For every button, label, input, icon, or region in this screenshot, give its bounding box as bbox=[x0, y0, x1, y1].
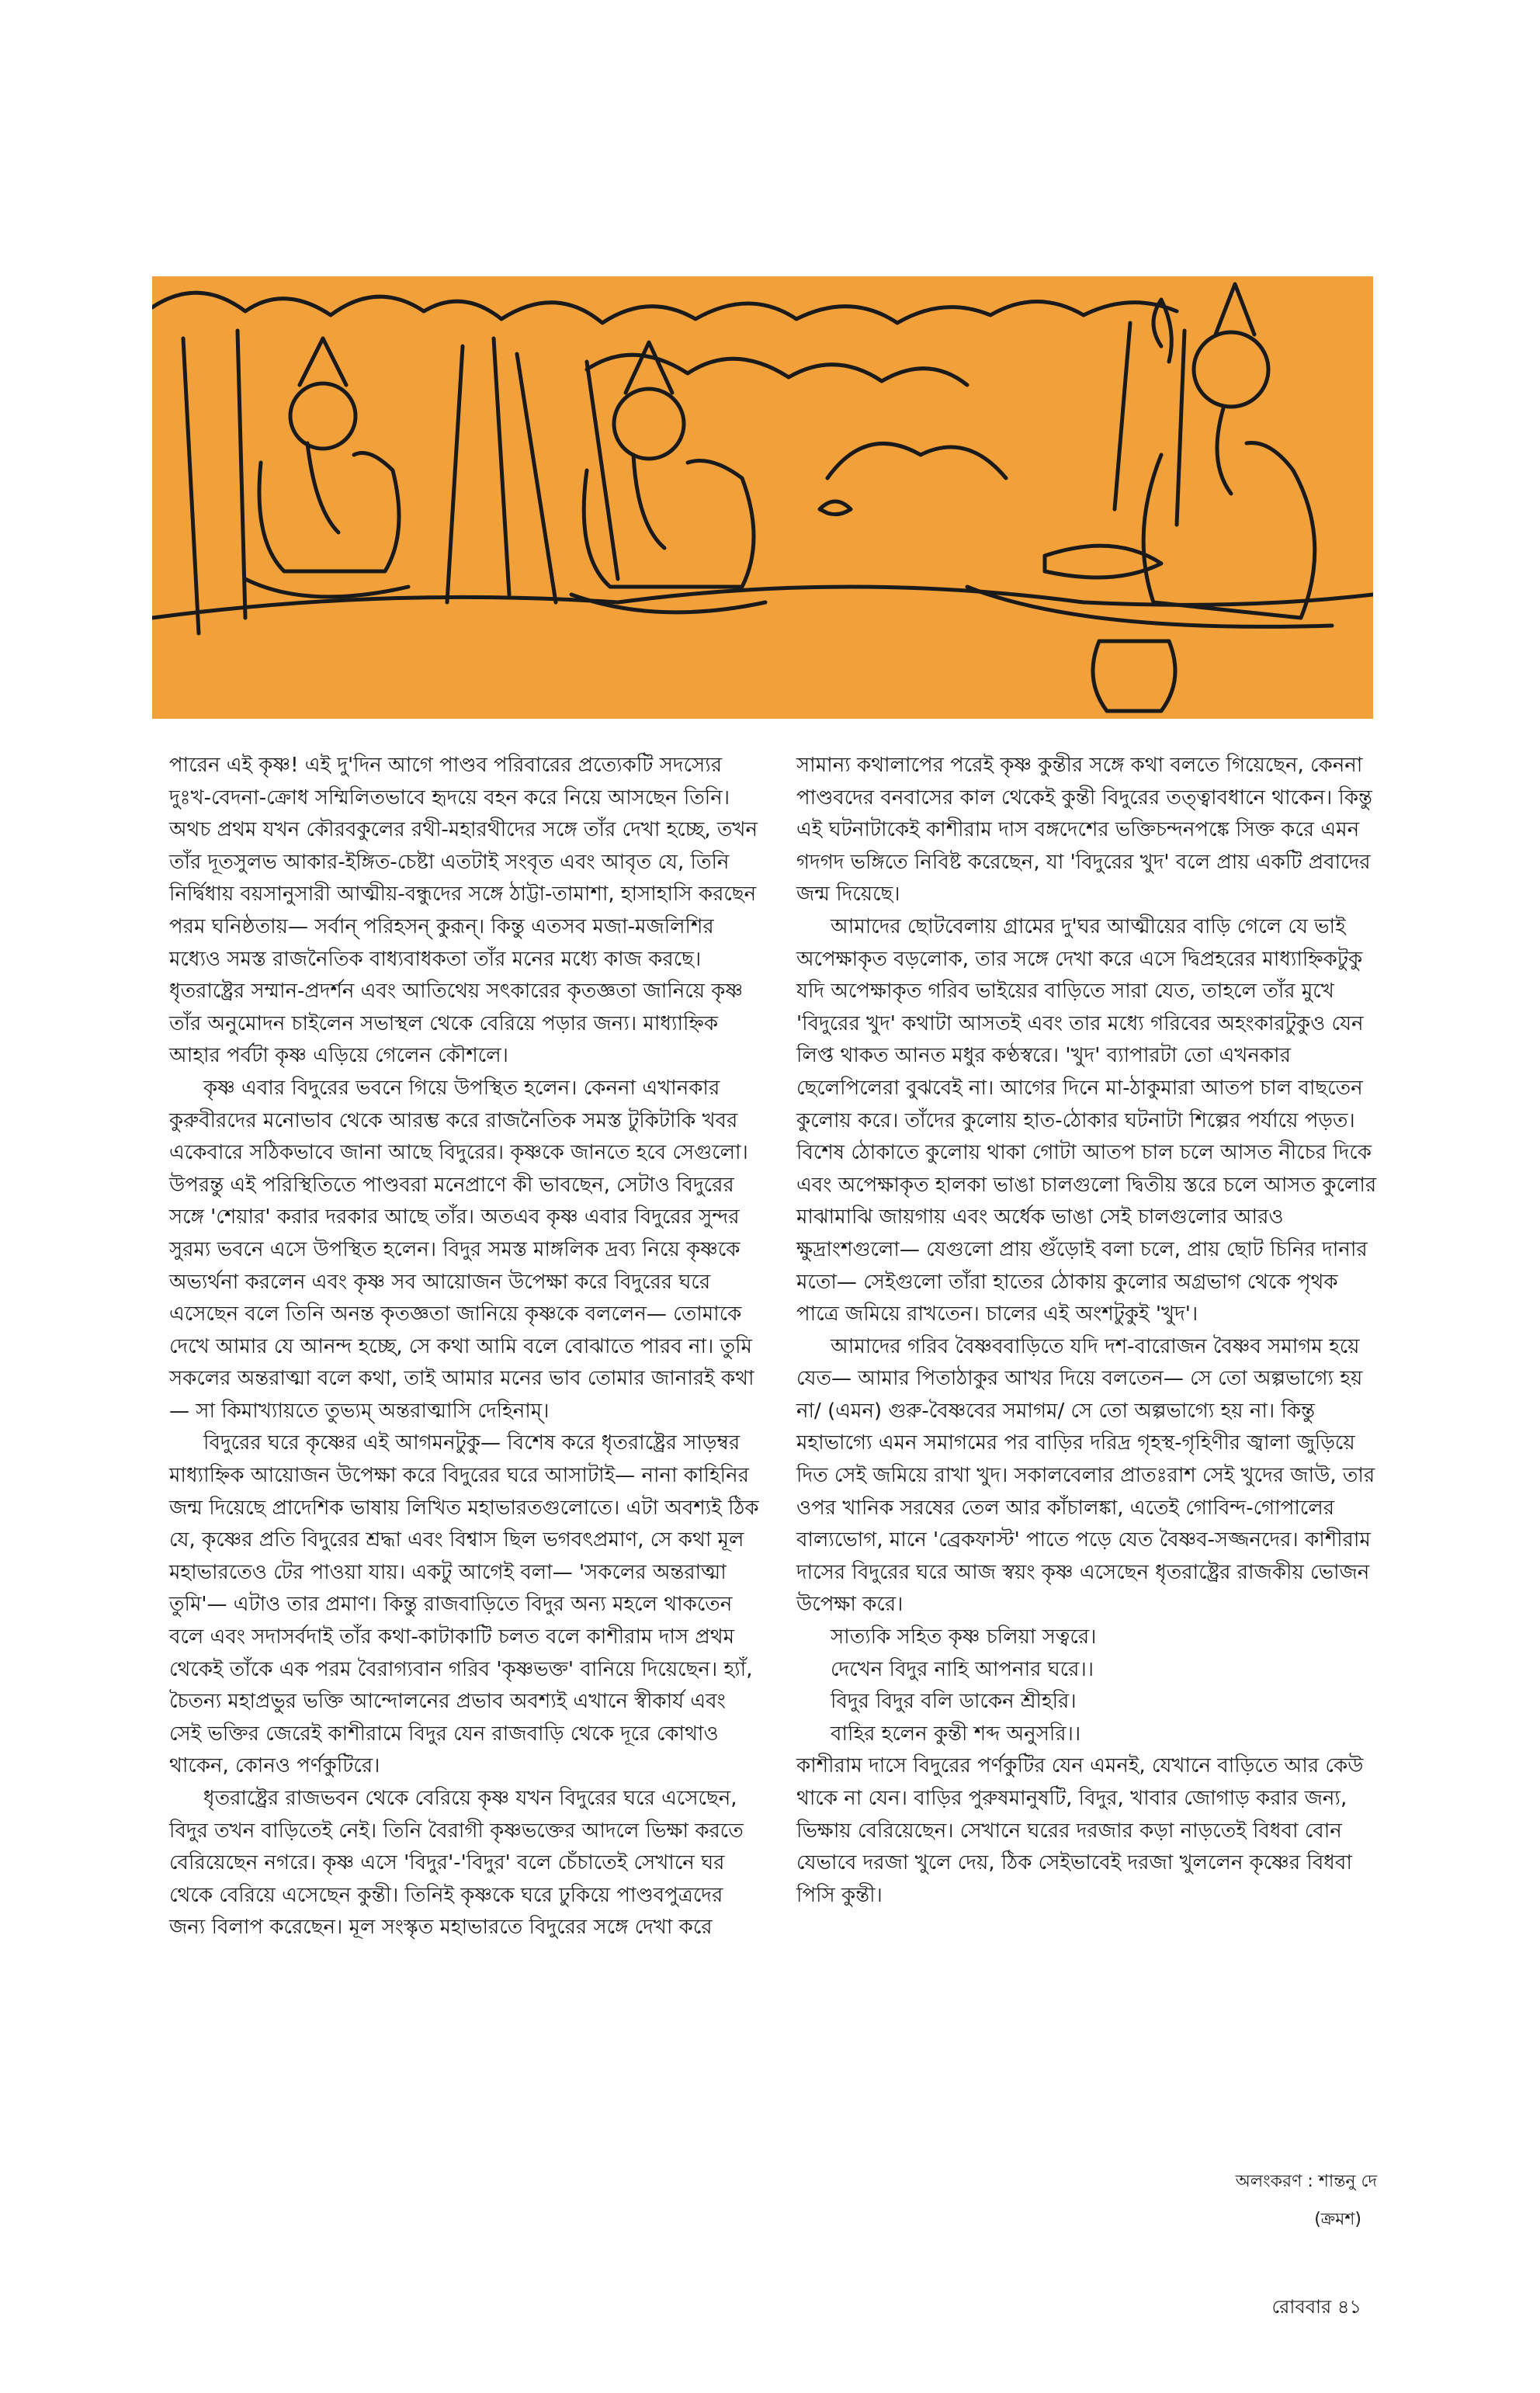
verse-line: বাহির হলেন কুন্তী শব্দ অনুসরি।। bbox=[831, 1722, 1081, 1746]
page-footer: রোববার ৪১ bbox=[1271, 2296, 1361, 2318]
illustration-credit: অলংকরণ : শান্তনু দে bbox=[1235, 2172, 1377, 2191]
verse-line: সাত্যকি সহিত কৃষ্ণ চলিয়া সত্বরে। bbox=[831, 1625, 1097, 1649]
paragraph: সামান্য কথালাপের পরেই কৃষ্ণ কুন্তীর সঙ্গে কথা বলতে গিয়েছেন, কেননা পাণ্ডবদের বনবাসের কাল থেকেই কুন্তী বিদুরের তত্ত্বাবধানে থাকেন। কিন্তু এই ঘটনাটাকেই কাশীরাম দাস বঙ্গদেশের ভক্তিচন্দনপঙ্কে সিক্ত করে এমন গদগদ ভঙ্গিতে নিবিষ্ট করেছেন, যা 'বিদুরের খুদ' বলে প্রায় একটি প্রবাদের জন্ম দিয়েছে। bbox=[796, 754, 1372, 907]
paragraph: পারেন এই কৃষ্ণ! এই দু'দিন আগে পাণ্ডব পরিবারের প্রত্যেকটি সদস্যের দুঃখ-বেদনা-ক্রোধ সম্মিলিতভাবে হৃদয়ে বহন করে নিয়ে আসছেন তিনি। অথচ প্রথম যখন কৌরবকুলের রথী-মহারথীদের সঙ্গে তাঁর দেখা হচ্ছে, তখন তাঁর দূতসুলভ আকার-ইঙ্গিত-চেষ্টা এতটাই সংবৃত এবং আবৃত যে, তিনি নির্দ্বিধায় বয়সানুসারী আত্মীয়-বন্ধুদের সঙ্গে ঠাট্টা-তামাশা, হাসাহাসি করছেন পরম ঘনিষ্ঠতায়— সর্বান্‌ পরিহসন্‌ কুরূন্‌। কিন্তু এতসব মজা-মজলিশির মধ্যেও সমস্ত রাজনৈতিক বাধ্যবাধকতা তাঁর মনের মধ্যে কাজ করছে। ধৃতরাষ্ট্রের সম্মান-প্রদর্শন এবং আতিথেয় সৎকারের কৃতজ্ঞতা জানিয়ে কৃষ্ণ তাঁর অনুমোদন চাইলেন সভাস্থল থেকে বেরিয়ে পড়ার জন্য। মাধ্যাহ্নিক আহার পর্বটা কৃষ্ণ এড়িয়ে গেলেন কৌশলে। bbox=[169, 754, 758, 1068]
paragraph: কাশীরাম দাসে বিদুরের পর্ণকুটির যেন এমনই, যেখানে বাড়িতে আর কেউ থাকে না যেন। বাড়ির পুরুষমানুষটি, বিদুর, খাবার জোগাড় করার জন্য, ভিক্ষায় বেরিয়েছেন। সেখানে ঘরের দরজার কড়া নাড়তেই বিধবা বোন যেভাবে দরজা খুলে দেয়, ঠিক সেইভাবেই দরজা খুললেন কৃষ্ণের বিধবা পিসি কুন্তী। bbox=[796, 1754, 1364, 1907]
paragraph: কৃষ্ণ এবার বিদুরের ভবনে গিয়ে উপস্থিত হলেন। কেননা এখানকার কুরুবীরদের মনোভাব থেকে আরম্ভ করে রাজনৈতিক সমস্ত টুকিটাকি খবর একেবারে সঠিকভাবে জানা আছে বিদুরের। কৃষ্ণকে জানতে হবে সেগুলো। উপরন্তু এই পরিস্থিতিতে পাণ্ডবরা মনেপ্রাণে কী ভাবছেন, সেটাও বিদুরের সঙ্গে 'শেয়ার' করার দরকার আছে তাঁর। অতএব কৃষ্ণ এবার বিদুরের সুন্দর সুরম্য ভবনে এসে উপস্থিত হলেন। বিদুর সমস্ত মাঙ্গলিক দ্রব্য নিয়ে কৃষ্ণকে অভ্যর্থনা করলেন এবং কৃষ্ণ সব আয়োজন উপেক্ষা করে বিদুরের ঘরে এসেছেন বলে তিনি অনন্ত কৃতজ্ঞতা জানিয়ে কৃষ্ণকে বললেন— তোমাকে দেখে আমার যে আনন্দ হচ্ছে, সে কথা আমি বলে বোঝাতে পারব না। তুমি সকলের অন্তরাত্মা বলে কথা, তাই আমার মনের ভাব তোমার জানারই কথা— সা কিমাখ্যায়তে তুভ্যম্‌ অন্তরাত্মাসি দেহিনাম্‌। bbox=[169, 1076, 754, 1423]
verse-block bbox=[796, 1621, 1386, 1750]
verse-line: বিদুর বিদুর বলি ডাকেন শ্রীহরি। bbox=[831, 1690, 1077, 1714]
paragraph: ধৃতরাষ্ট্রের রাজভবন থেকে বেরিয়ে কৃষ্ণ যখন বিদুরের ঘরে এসেছেন, বিদুর তখন বাড়িতেই নেই। তিনি বৈরাগী কৃষ্ণভক্তের আদলে ভিক্ষা করতে বেরিয়েছেন নগরে। কৃষ্ণ এসে 'বিদুর'-'বিদুর' বলে চেঁচাতেই সেখানে ঘর থেকে বেরিয়ে এসেছেন কুন্তী। তিনিই কৃষ্ণকে ঘরে ঢুকিয়ে পাণ্ডবপুত্রদের জন্য বিলাপ করেছেন। মূল সংস্কৃত মহাভারতে বিদুরের সঙ্গে দেখা করে bbox=[169, 1787, 744, 1940]
illustration-art bbox=[152, 276, 1373, 719]
continued-note: (ক্রমশ) bbox=[1314, 2210, 1361, 2229]
paragraph: বিদুরের ঘরে কৃষ্ণের এই আগমনটুকু— বিশেষ করে ধৃতরাষ্ট্রের সাড়ম্বর মাধ্যাহ্নিক আয়োজন উপেক্ষা করে বিদুরের ঘরে আসাটাই— নানা কাহিনির জন্ম দিয়েছে প্রাদেশিক ভাষায় লিখিত মহাভারতগুলোতে। এটা অবশ্যই ঠিক যে, কৃষ্ণের প্রতি বিদুরের শ্রদ্ধা এবং বিশ্বাস ছিল ভগবৎপ্রমাণ, সে কথা মূল মহাভারতেও টের পাওয়া যায়। একটু আগেই বলা— 'সকলের অন্তরাত্মা তুমি'— এটাও তার প্রমাণ। কিন্তু রাজবাড়িতে বিদুর অন্য মহলে থাকতেন বলে এবং সদাসর্বদাই তাঁর কথা-কাটাকাটি চলত বলে কাশীরাম দাস প্রথম থেকেই তাঁকে এক পরম বৈরাগ্যবান গরিব 'কৃষ্ণভক্ত' বানিয়ে দিয়েছেন। হ্যাঁ, চৈতন্য মহাপ্রভুর ভক্তি আন্দোলনের প্রভাব অবশ্যই এখানে স্বীকার্য এবং সেই ভক্তির জেরেই কাশীরামে বিদুর যেন রাজবাড়ি থেকে দূরে কোথাও থাকেন, কোনও পর্ণকুটিরে। bbox=[169, 1431, 759, 1778]
verse-line: দেখেন বিদুর নাহি আপনার ঘরে।। bbox=[831, 1657, 1094, 1681]
article-column-left bbox=[169, 750, 759, 1944]
article-illustration bbox=[152, 276, 1373, 719]
article-column-right bbox=[796, 750, 1386, 1912]
paragraph: আমাদের গরিব বৈষ্ণববাড়িতে যদি দশ-বারোজন বৈষ্ণব সমাগম হয়ে যেত— আমার পিতাঠাকুর আখর দিয়ে বলতেন— সে তো অল্পভাগ্যে হয় না/ (এমন) গুরু-বৈষ্ণবের সমাগম/ সে তো অল্পভাগ্যে হয় না। কিন্তু মহাভাগ্যে এমন সমাগমের পর বাড়ির দরিদ্র গৃহস্থ-গৃহিণীর জ্বালা জুড়িয়ে দিত সেই জমিয়ে রাখা খুদ। সকালবেলার প্রাতঃরাশ সেই খুদের জাউ, তার ওপর খানিক সরষের তেল আর কাঁচালঙ্কা, এতেই গোবিন্দ-গোপালের বাল্যভোগ, মানে 'ব্রেকফাস্ট' পাতে পড়ে যেত বৈষ্ণব-সজ্জনদের। কাশীরাম দাসের বিদুরের ঘরে আজ স্বয়ং কৃষ্ণ এসেছেন ধৃতরাষ্ট্রের রাজকীয় ভোজন উপেক্ষা করে। bbox=[796, 1334, 1375, 1617]
paragraph: আমাদের ছোটবেলায় গ্রামের দু'ঘর আত্মীয়ের বাড়ি গেলে যে ভাই অপেক্ষাকৃত বড়লোক, তার সঙ্গে দেখা করে এসে দ্বিপ্রহরের মাধ্যাহ্নিকটুকু যদি অপেক্ষাকৃত গরিব ভাইয়ের বাড়িতে সারা যেত, তাহলে তাঁর মুখে 'বিদুরের খুদ' কথাটা আসতই এবং তার মধ্যে গরিবের অহংকারটুকুও যেন লিপ্ত থাকত আনত মধুর কণ্ঠস্বরে। 'খুদ' ব্যাপারটা তো এখনকার ছেলেপিলেরা বুঝবেই না। আগের দিনে মা-ঠাকুমারা আতপ চাল বাছতেন কুলোয় করে। তাঁদের কুলোয় হাত-ঠোকার ঘটনাটা শিল্পের পর্যায়ে পড়ত। বিশেষ ঠোকাতে কুলোয় থাকা গোটা আতপ চাল চলে আসত নীচের দিকে এবং অপেক্ষাকৃত হালকা ভাঙা চালগুলো দ্বিতীয় স্তরে চলে আসত কুলোর মাঝামাঝি জায়গায় এবং অর্ধেক ভাঙা সেই চালগুলোর আরও ক্ষুদ্রাংশগুলো— যেগুলো প্রায় গুঁড়োই বলা চলে, প্রায় ছোট চিনির দানার মতো— সেইগুলো তাঁরা হাতের ঠোকায় কুলোর অগ্রভাগ থেকে পৃথক পাত্রে জমিয়ে রাখতেন। চালের এই অংশটুকুই 'খুদ'। bbox=[796, 914, 1377, 1327]
